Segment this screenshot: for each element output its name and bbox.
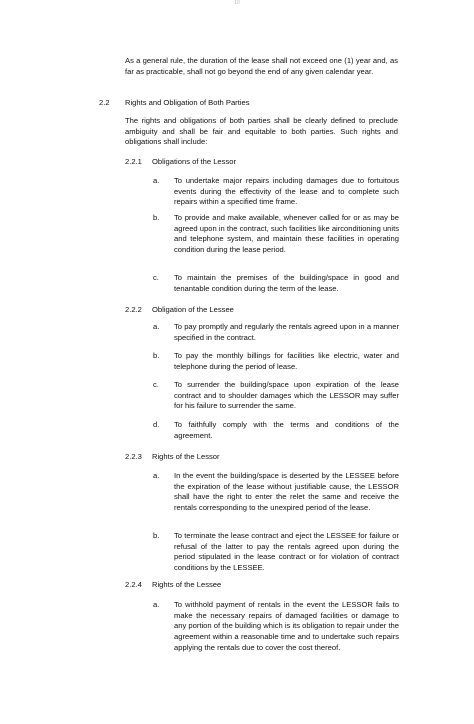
subsection-title: Obligation of the Lessee	[152, 305, 234, 314]
item-letter: c.	[153, 273, 159, 282]
item-letter: d.	[153, 420, 160, 429]
list-item-text: To pay promptly and regularly the rentals agreed upon in a manner specified in the contract.	[174, 322, 399, 342]
item-letter: a.	[153, 322, 160, 331]
item-letter: b.	[153, 213, 160, 222]
subsection-number: 2.2.3	[125, 452, 142, 461]
list-item-text: To withhold payment of rentals in the event the LESSOR fails to make the necessary repairs of damaged facilities or damage to any portion of the building which is its obligation to repair under the agreement within a reasonable time and to undertake such repairs applying the rentals due to cover the cost thereof.	[174, 600, 399, 652]
item-letter: a.	[153, 176, 160, 185]
subsection-number: 2.2.1	[125, 157, 142, 166]
section-paragraph: The rights and obligations of both parties shall be clearly defined to preclude ambiguity and shall be fair and equitable to both parties. Such rights and obligations shall include:	[125, 116, 398, 147]
list-item-text: In the event the building/space is deserted by the LESSEE before the expiration of the lease without justifiable cause, the LESSOR shall have the right to enter the relet the same and receive the rentals corresponding to the unexpired period of the lease.	[174, 471, 399, 513]
list-item-text: To maintain the premises of the building/space in good and tenantable condition during the term of the lease.	[174, 273, 399, 293]
item-letter: b.	[153, 531, 160, 540]
list-item-text: To pay the monthly billings for facilities like electric, water and telephone during the period of lease.	[174, 351, 399, 371]
subsection-title: Rights of the Lessee	[152, 580, 222, 589]
item-letter: b.	[153, 351, 160, 360]
intro-paragraph: As a general rule, the duration of the lease shall not exceed one (1) year and, as far as practicable, shall not go beyond the end of any given calendar year.	[125, 56, 398, 76]
item-letter: c.	[153, 380, 159, 389]
page-number: 10	[234, 0, 240, 6]
subsection-number: 2.2.4	[125, 580, 142, 589]
list-item-text: To provide and make available, whenever called for or as may be agreed upon in the contract, such facilities like airconditioning units and telephone system, and maintain these facilities in operating condition during the lease period.	[174, 213, 399, 255]
list-item-text: To undertake major repairs including damages due to fortuitous events during the effectivity of the lease and to complete such repairs within a specified time frame.	[174, 176, 399, 207]
item-letter: a.	[153, 471, 160, 480]
subsection-number: 2.2.2	[125, 305, 142, 314]
section-title: Rights and Obligation of Both Parties	[125, 98, 250, 107]
subsection-title: Obligations of the Lessor	[152, 157, 237, 166]
list-item-text: To faithfully comply with the terms and conditions of the agreement.	[174, 420, 399, 440]
list-item-text: To terminate the lease contract and eject the LESSEE for failure or refusal of the latter to pay the rentals agreed upon during the period stipulated in the lease contract or for violation of contract conditions by the LESSEE.	[174, 531, 399, 573]
list-item-text: To surrender the building/space upon expiration of the lease contract and to shoulder damages which the LESSOR may suffer for his failure to surrender the same.	[174, 380, 399, 411]
subsection-title: Rights of the Lessor	[152, 452, 220, 461]
item-letter: a.	[153, 600, 160, 609]
section-number: 2.2	[99, 98, 110, 107]
